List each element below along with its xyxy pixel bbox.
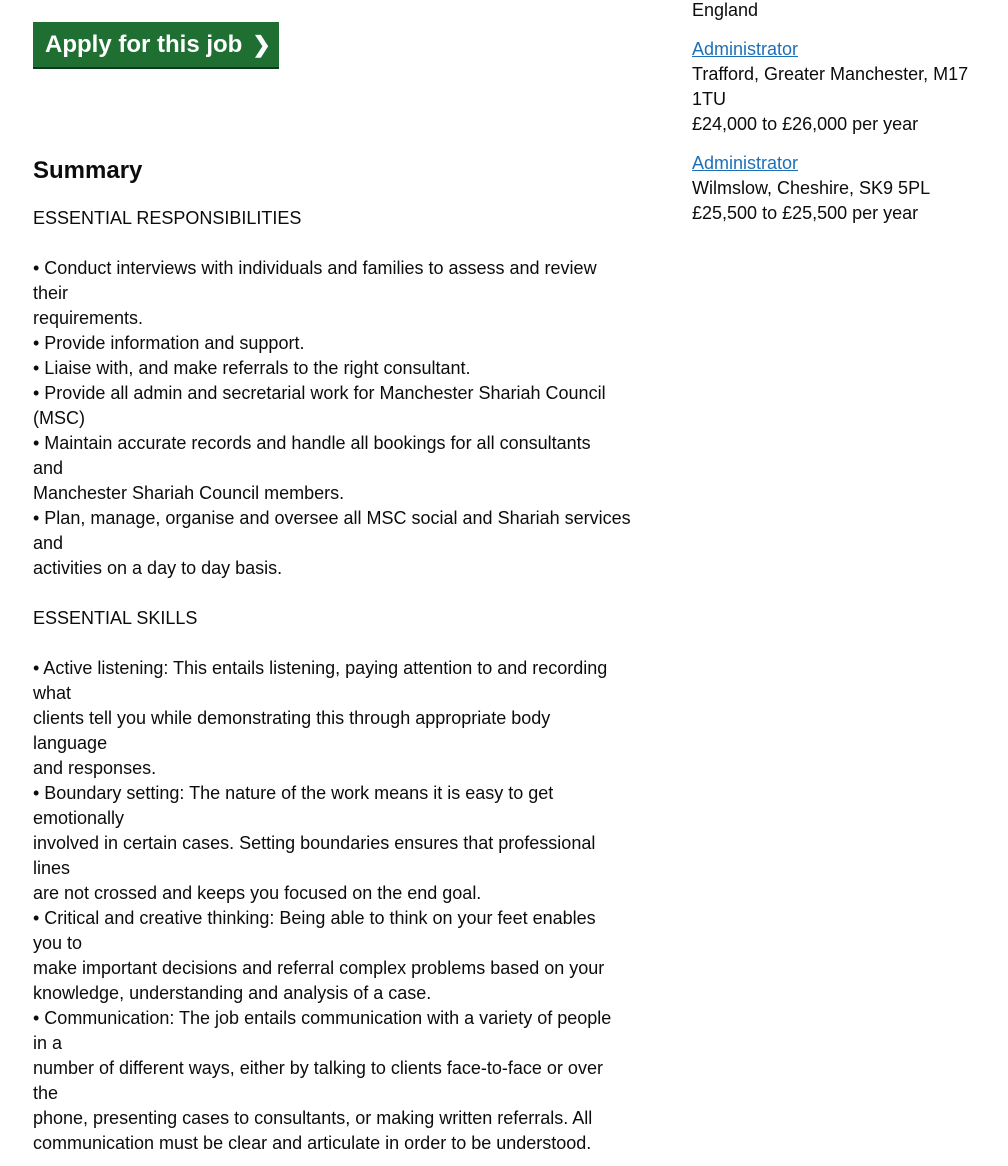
description-line: the [33, 1083, 59, 1103]
description-line: clients tell you while demonstrating this through appropriate body [33, 708, 551, 728]
description-line: ESSENTIAL RESPONSIBILITIES [33, 208, 302, 228]
description-line: • Provide all admin and secretarial work for Manchester Shariah Council [33, 383, 606, 403]
similar-job-location: 1TU [692, 89, 727, 109]
description-line: • Communication: The job entails communication with a variety of people [33, 1008, 612, 1028]
description-line: communication must be clear and articulate in order to be understood. [33, 1133, 592, 1153]
apply-for-job-button[interactable] [33, 22, 279, 67]
description-line: involved in certain cases. Setting boundaries ensures that professional [33, 833, 596, 853]
similar-jobs-list [692, 37, 1008, 226]
description-line: you to [33, 933, 83, 953]
description-line: • Maintain accurate records and handle all bookings for all consultants [33, 433, 591, 453]
apply-button-label: Apply for this job [45, 30, 243, 58]
previous-job-location: England [692, 0, 759, 20]
description-line [33, 231, 673, 256]
similar-job-item [692, 37, 1008, 137]
summary-heading: Summary [33, 157, 143, 184]
similar-job-location: Trafford, Greater Manchester, M17 [692, 64, 969, 84]
description-line: what [33, 683, 72, 703]
similar-job-salary: £24,000 to £26,000 per year [692, 114, 919, 134]
description-line [33, 631, 673, 656]
description-line: (MSC) [33, 408, 85, 428]
description-line [33, 581, 673, 606]
description-line: Manchester Shariah Council members. [33, 483, 345, 503]
description-line: phone, presenting cases to consultants, or making written referrals. All [33, 1108, 593, 1128]
similar-job-location: Wilmslow, Cheshire, SK9 5PL [692, 178, 931, 198]
similar-jobs-sidebar [692, 0, 1008, 226]
description-line: and [33, 533, 64, 553]
description-line: knowledge, understanding and analysis of a case. [33, 983, 432, 1003]
description-line: make important decisions and referral complex problems based on your [33, 958, 605, 978]
description-line: are not crossed and keeps you focused on the end goal. [33, 883, 482, 903]
description-line: activities on a day to day basis. [33, 558, 283, 578]
description-line: requirements. [33, 308, 144, 328]
description-line: • Conduct interviews with individuals and families to assess and review [33, 258, 597, 278]
description-line: their [33, 283, 69, 303]
description-line: language [33, 733, 108, 753]
description-line: and responses. [33, 758, 157, 778]
description-line: • Plan, manage, organise and oversee all MSC social and Shariah services [33, 508, 631, 528]
description-line: • Liaise with, and make referrals to the right consultant. [33, 358, 471, 378]
description-line: • Provide information and support. [33, 333, 305, 353]
description-line: • Active listening: This entails listening, paying attention to and recording [33, 658, 608, 678]
description-line: lines [33, 858, 71, 878]
description-line: and [33, 458, 64, 478]
similar-job-title-link[interactable]: Administrator [692, 153, 799, 173]
similar-job-item [692, 151, 1008, 226]
description-line: ESSENTIAL SKILLS [33, 608, 198, 628]
similar-job-salary: £25,500 to £25,500 per year [692, 203, 919, 223]
description-line: in a [33, 1033, 63, 1053]
description-line: • Critical and creative thinking: Being able to think on your feet enables [33, 908, 596, 928]
job-description [33, 206, 673, 1156]
similar-job-title-link[interactable]: Administrator [692, 39, 799, 59]
chevron-right-icon: ❯ [252, 31, 271, 57]
description-line: • Boundary setting: The nature of the work means it is easy to get [33, 783, 554, 803]
description-line: number of different ways, either by talking to clients face-to-face or over [33, 1058, 603, 1078]
description-line: emotionally [33, 808, 125, 828]
